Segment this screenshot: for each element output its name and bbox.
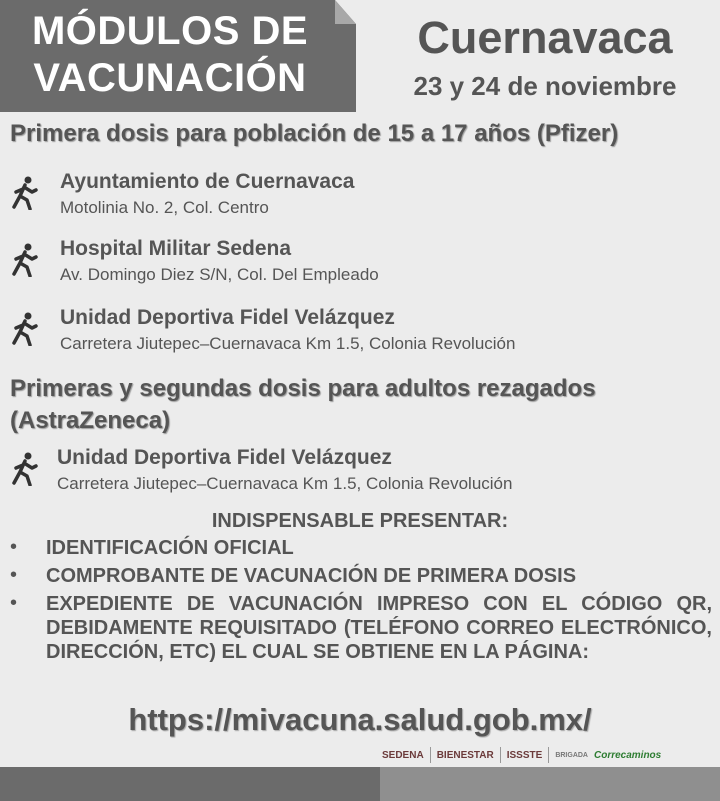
footer-logos [382, 743, 718, 767]
logo-divider [500, 747, 501, 763]
bullet-icon: • [10, 564, 18, 586]
bullet-icon: • [10, 592, 18, 614]
location-address: Carretera Jiutepec–Cuernavaca Km 1.5, Colonia Revolución [60, 334, 516, 353]
walking-person-icon [10, 176, 38, 210]
bienestar-logo: BIENESTAR [436, 749, 494, 761]
brigada-label: BRIGADA [555, 751, 588, 759]
location-address: Carretera Jiutepec–Cuernavaca Km 1.5, Colonia Revolución [57, 474, 513, 493]
location-item [10, 446, 710, 506]
issste-logo: ISSSTE [506, 749, 543, 761]
logo-divider [548, 747, 549, 763]
location-address: Av. Domingo Diez S/N, Col. Del Empleado [60, 265, 379, 284]
city-name: Cuernavaca [417, 12, 673, 63]
walking-person-icon [10, 452, 38, 486]
logo-divider [430, 747, 431, 763]
footer-bar-dark-segment [0, 767, 380, 801]
location-item [10, 237, 710, 297]
location-name: Hospital Militar Sedena [60, 237, 292, 260]
correcaminos-logo: Correcaminos [593, 749, 662, 761]
section-heading-first-dose: Primera dosis para población de 15 a 17 años (Pfizer) [10, 120, 619, 147]
bullet-icon: • [10, 536, 18, 558]
section-heading-line-2: (AstraZeneca) [10, 407, 171, 434]
section-heading-lagging-adults [10, 373, 710, 437]
title-line-2: VACUNACIÓN [33, 56, 307, 100]
requirement-text: EXPEDIENTE DE VACUNACIÓN IMPRESO CON EL CÓDIGO QR, DEBIDAMENTE REQUISITADO (TELÉFONO CORREO ELECTRÓNICO, DIRECCIÓN, ETC) EL CUAL SE OBTIENE EN LA PÁGINA: [46, 593, 712, 663]
title-line-1: MÓDULOS DE [31, 9, 309, 53]
vaccine-registration-url[interactable]: https://mivacuna.salud.gob.mx/ [128, 702, 592, 737]
location-name: Ayuntamiento de Cuernavaca [60, 170, 355, 193]
location-name: Unidad Deportiva Fidel Velázquez [57, 446, 392, 469]
section-heading-line-1: Primeras y segundas dosis para adultos rezagados [10, 375, 596, 402]
location-item [10, 170, 710, 230]
requirement-text: COMPROBANTE DE VACUNACIÓN DE PRIMERA DOSIS [46, 565, 577, 587]
walking-person-icon [10, 312, 38, 346]
requirement-text: IDENTIFICACIÓN OFICIAL [46, 537, 294, 559]
location-item [10, 306, 710, 366]
requirements-title: INDISPENSABLE PRESENTAR: [211, 510, 509, 532]
event-dates: 23 y 24 de noviembre [413, 71, 677, 101]
location-name: Unidad Deportiva Fidel Velázquez [60, 306, 395, 329]
page-title [0, 8, 340, 102]
sedena-logo: SEDENA [382, 749, 424, 761]
walking-person-icon [10, 243, 38, 277]
location-address: Motolinia No. 2, Col. Centro [60, 198, 269, 217]
